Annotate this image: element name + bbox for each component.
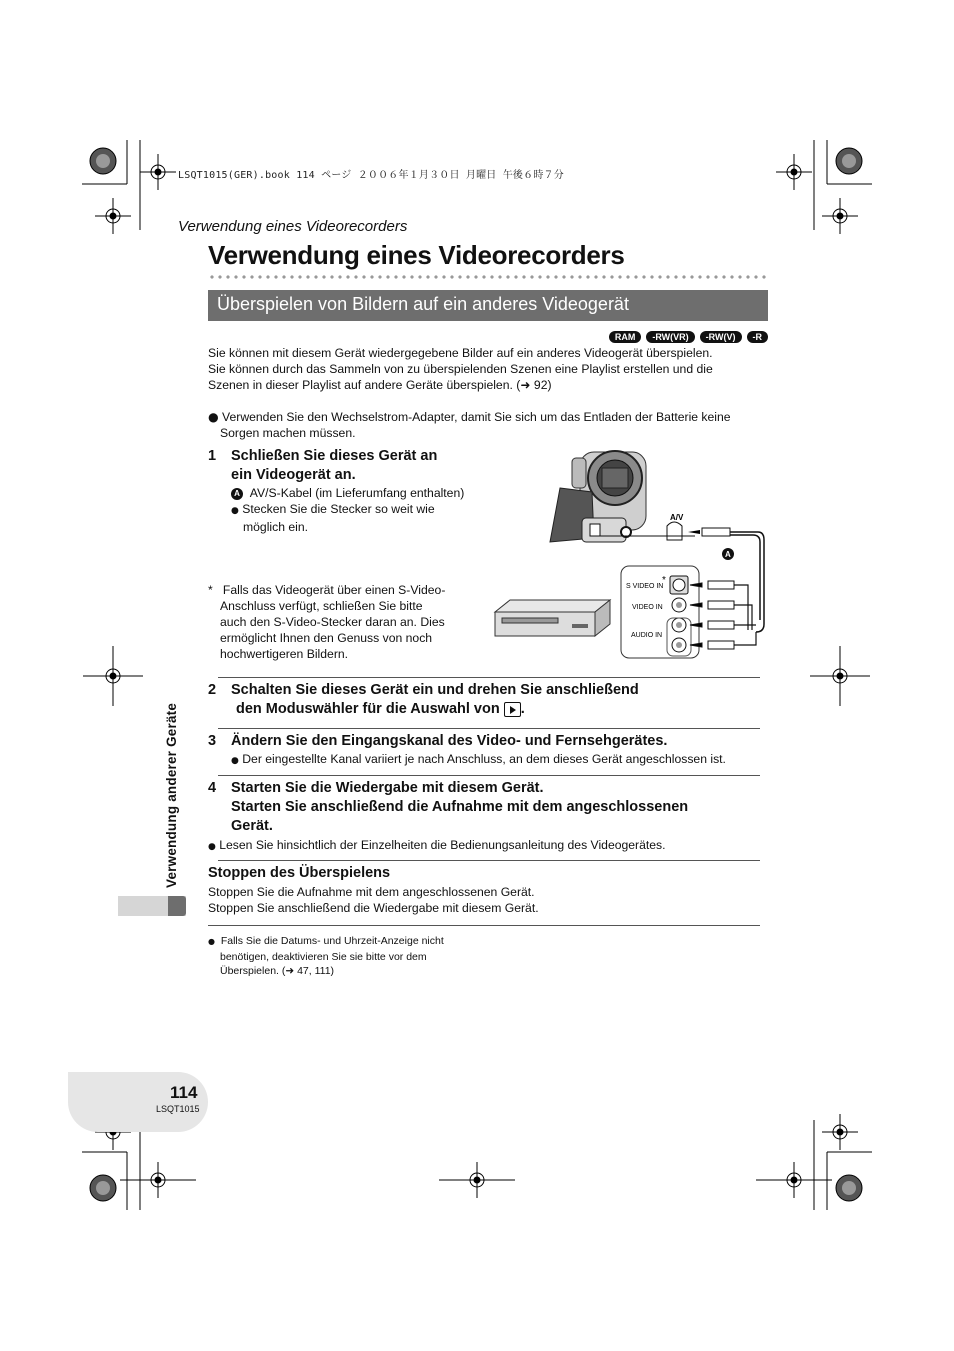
step-number: 3: [208, 733, 217, 749]
running-header: Verwendung eines Videorecorders: [178, 218, 408, 235]
step-line: Schalten Sie dieses Gerät ein und drehen Sie anschließend: [231, 682, 639, 698]
footnote-line: Falls das Videogerät über einen S-Video-: [222, 583, 446, 597]
bullet-icon: ●: [231, 756, 239, 766]
stop-text: [208, 884, 539, 916]
note-line: Überspielen. (➜ 47, 111): [220, 965, 335, 977]
step-number: 1: [208, 448, 217, 464]
step-line: ein Videogerät an.: [231, 467, 356, 483]
chapter-tab-marker: [168, 896, 186, 916]
footnote-line: Anschluss verfügt, schließen Sie bitte: [220, 599, 423, 613]
page-code: LSQT1015: [156, 1104, 200, 1114]
page-number: 114: [170, 1083, 198, 1102]
chapter-tab: [118, 896, 186, 916]
disc-type-badges: [609, 331, 768, 343]
svideo-asterisk: *: [662, 575, 666, 586]
badge-rw-v: -RW(V): [700, 331, 742, 343]
step-line: Schließen Sie dieses Gerät an: [231, 448, 438, 464]
badge-r: -R: [747, 331, 769, 343]
divider: [208, 925, 760, 926]
svideo-in-label: S VIDEO IN: [626, 583, 664, 590]
step-line: Gerät.: [231, 818, 273, 834]
diagram-a-marker: A: [725, 550, 731, 559]
note-line: Sorgen machen müssen.: [220, 426, 356, 440]
step-2: [208, 681, 639, 717]
note-line: Der eingestellte Kanal variiert je nach Anschluss, an dem dieses Gerät angeschlossen ist.: [242, 752, 726, 766]
cable-label: AV/S-Kabel (im Lieferumfang enthalten): [249, 486, 465, 500]
sidebar-chapter-label: Verwendung anderer Geräte: [164, 702, 179, 888]
video-in-label: VIDEO IN: [632, 604, 663, 611]
step-line: Starten Sie die Wiedergabe mit diesem Gerät.: [231, 780, 544, 796]
note-line: Verwenden Sie den Wechselstrom-Adapter, damit Sie sich um das Entladen der Batterie keine: [222, 410, 731, 424]
divider: [218, 860, 760, 861]
divider: [218, 728, 760, 729]
stop-line: Stoppen Sie anschließend die Wiedergabe mit diesem Gerät.: [208, 901, 539, 915]
book-meta-line: LSQT1015(GER).book 114 ページ ２００６年１月３０日 月曜日 午後６時７分: [178, 170, 564, 181]
bullet-icon: ●: [208, 410, 219, 424]
bullet-icon: ●: [208, 937, 215, 946]
badge-ram: RAM: [609, 331, 642, 343]
step-1: [208, 447, 438, 483]
svideo-footnote: [208, 582, 445, 662]
detail-line: Stecken Sie die Stecker so weit wie: [242, 502, 435, 516]
detail-line: möglich ein.: [243, 520, 309, 534]
final-note: [208, 934, 444, 979]
note-line: Lesen Sie hinsichtlich der Einzelheiten die Bedienungsanleitung des Videogerätes.: [219, 838, 666, 852]
step-line: Starten Sie anschließend die Aufnahme mit dem angeschlossenen: [231, 799, 689, 815]
section-header-bar: [208, 290, 768, 321]
step-number: 2: [208, 682, 217, 698]
footnote-line: hochwertigeren Bildern.: [220, 647, 349, 661]
a-marker-icon: A: [231, 488, 243, 500]
step-3: [208, 732, 668, 751]
intro-text: [208, 345, 713, 393]
note-line: Falls Sie die Datums- und Uhrzeit-Anzeige nicht: [220, 935, 444, 947]
intro-line: Sie können mit diesem Gerät wiedergegebene Bilder auf ein anderes Videogerät überspielen.: [208, 346, 713, 360]
step3-note: [231, 751, 726, 769]
footnote-marker: *: [208, 583, 213, 597]
divider: [218, 677, 760, 678]
step-4: [208, 779, 689, 834]
step-line: Ändern Sie den Eingangskanal des Video- und Fernsehgerätes.: [231, 733, 668, 749]
adapter-note: [208, 409, 731, 441]
play-mode-icon: [504, 702, 521, 717]
intro-line: Sie können durch das Sammeln von zu überspielenden Szenen eine Playlist erstellen und die: [208, 362, 713, 376]
page-title: Verwendung eines Videorecorders: [208, 240, 625, 270]
step-line-end: .: [520, 701, 525, 717]
stop-heading: Stoppen des Überspielens: [208, 865, 391, 881]
badge-rw-vr: -RW(VR): [646, 331, 694, 343]
intro-line: Szenen in dieser Playlist auf andere Geräte überspielen. (➜ 92): [208, 378, 552, 392]
camcorder-illustration: [550, 451, 646, 542]
step4-note: [208, 837, 666, 855]
vcr-illustration: [495, 600, 610, 636]
note-line: benötigen, deaktivieren Sie sie bitte vor dem: [220, 950, 427, 963]
divider: [218, 775, 760, 776]
audio-in-label: AUDIO IN: [631, 632, 663, 639]
step-number: 4: [208, 780, 217, 796]
section-title: Überspielen von Bildern auf ein anderes Videogerät: [217, 294, 629, 314]
title-dotted-rule: [208, 274, 768, 280]
footnote-line: ermöglicht Ihnen den Genuss von noch: [220, 631, 433, 645]
bullet-icon: ●: [231, 506, 239, 516]
bullet-icon: ●: [208, 842, 216, 852]
av-port-label: A/V: [670, 513, 684, 522]
step-line: den Moduswähler für die Auswahl von: [236, 701, 500, 717]
stop-line: Stoppen Sie die Aufnahme mit dem angeschlossenen Gerät.: [208, 885, 535, 899]
connection-diagram: [490, 440, 775, 665]
footnote-line: auch den S-Video-Stecker daran an. Dies: [220, 615, 445, 629]
step1-details: [231, 485, 464, 535]
